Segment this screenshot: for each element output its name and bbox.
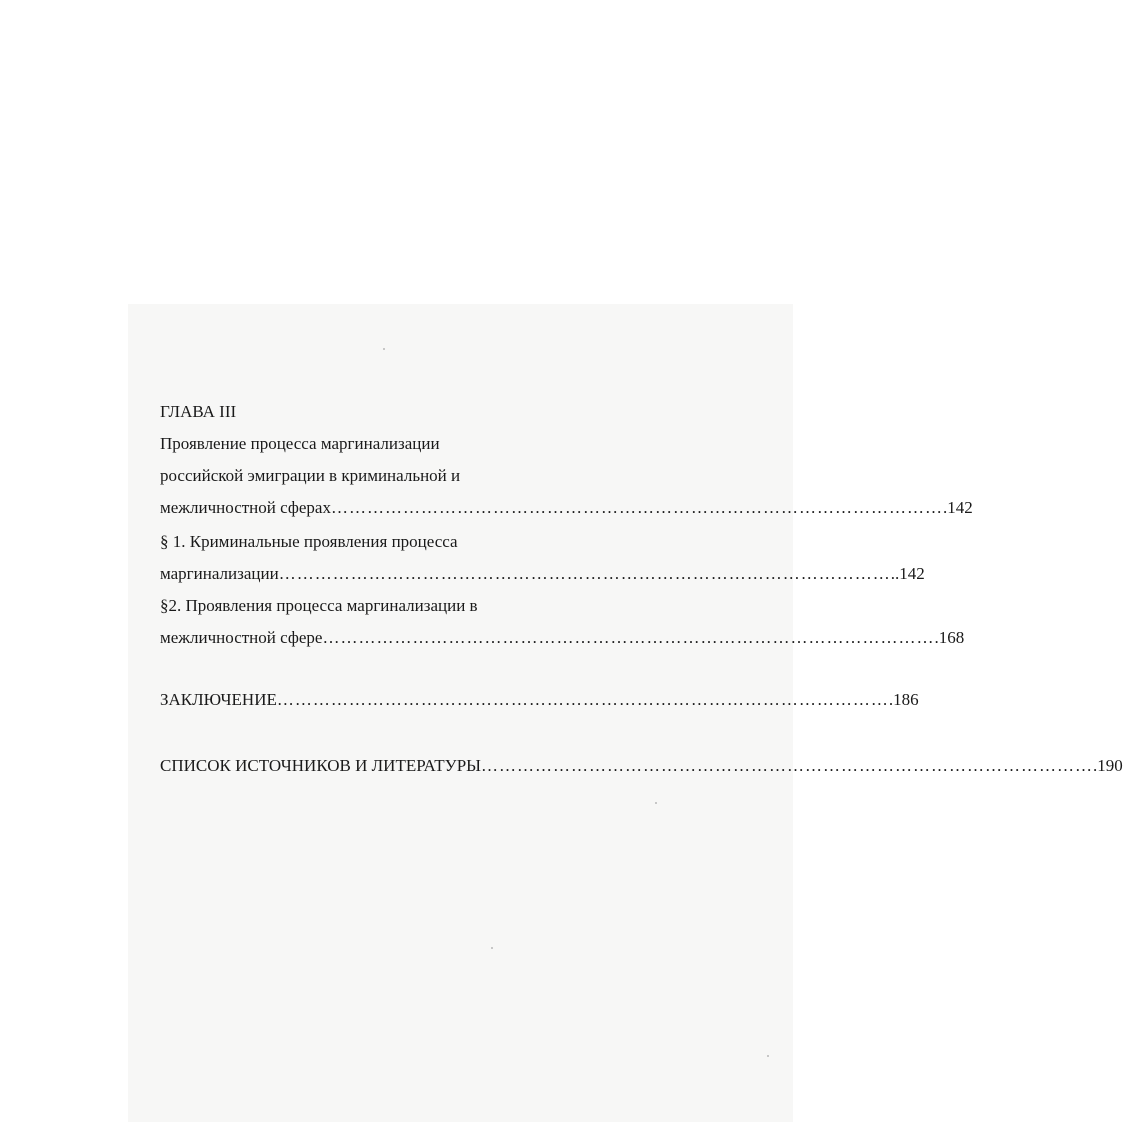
conclusion-entry — [160, 689, 919, 711]
leader-dots: ………………………………………………………………………………………… — [330, 498, 943, 517]
page-number: .186 — [888, 690, 919, 709]
chapter-title-entry — [160, 497, 973, 519]
conclusion-label: ЗАКЛЮЧЕНИЕ — [160, 690, 277, 709]
section-1-line-1: § 1. Криминальные проявления процесса — [160, 532, 458, 551]
leader-dots: ………………………………………………………………………………………… — [276, 690, 889, 709]
page-number: .190 — [1092, 756, 1123, 775]
chapter-title-line-1: Проявление процесса маргинализации — [160, 434, 440, 453]
chapter-heading: ГЛАВА III — [160, 402, 237, 421]
scan-speck — [767, 1055, 769, 1057]
page-number: .142 — [942, 498, 973, 517]
section-1-entry — [160, 563, 925, 585]
scan-speck — [383, 348, 385, 350]
page-number: ..142 — [890, 564, 925, 583]
scan-speck — [655, 802, 657, 804]
leader-dots: ………………………………………………………………………………………… — [278, 564, 891, 583]
leader-dots: ………………………………………………………………………………………… — [322, 628, 935, 647]
scan-speck — [491, 947, 493, 949]
chapter-title-last-line: межличностной сферах — [160, 498, 331, 517]
section-1-last-line: маргинализации — [160, 564, 279, 583]
leader-dots: ………………………………………………………………………………………… — [480, 756, 1093, 775]
page-number: .168 — [934, 628, 965, 647]
section-2-entry — [160, 627, 965, 649]
sources-label: СПИСОК ИСТОЧНИКОВ И ЛИТЕРАТУРЫ — [160, 756, 481, 775]
section-2-last-line: межличностной сфере — [160, 628, 323, 647]
sources-entry — [160, 755, 1123, 777]
chapter-title-line-2: российской эмиграции в криминальной и — [160, 466, 461, 485]
section-2-line-1: §2. Проявления процесса маргинализации в — [160, 596, 478, 615]
